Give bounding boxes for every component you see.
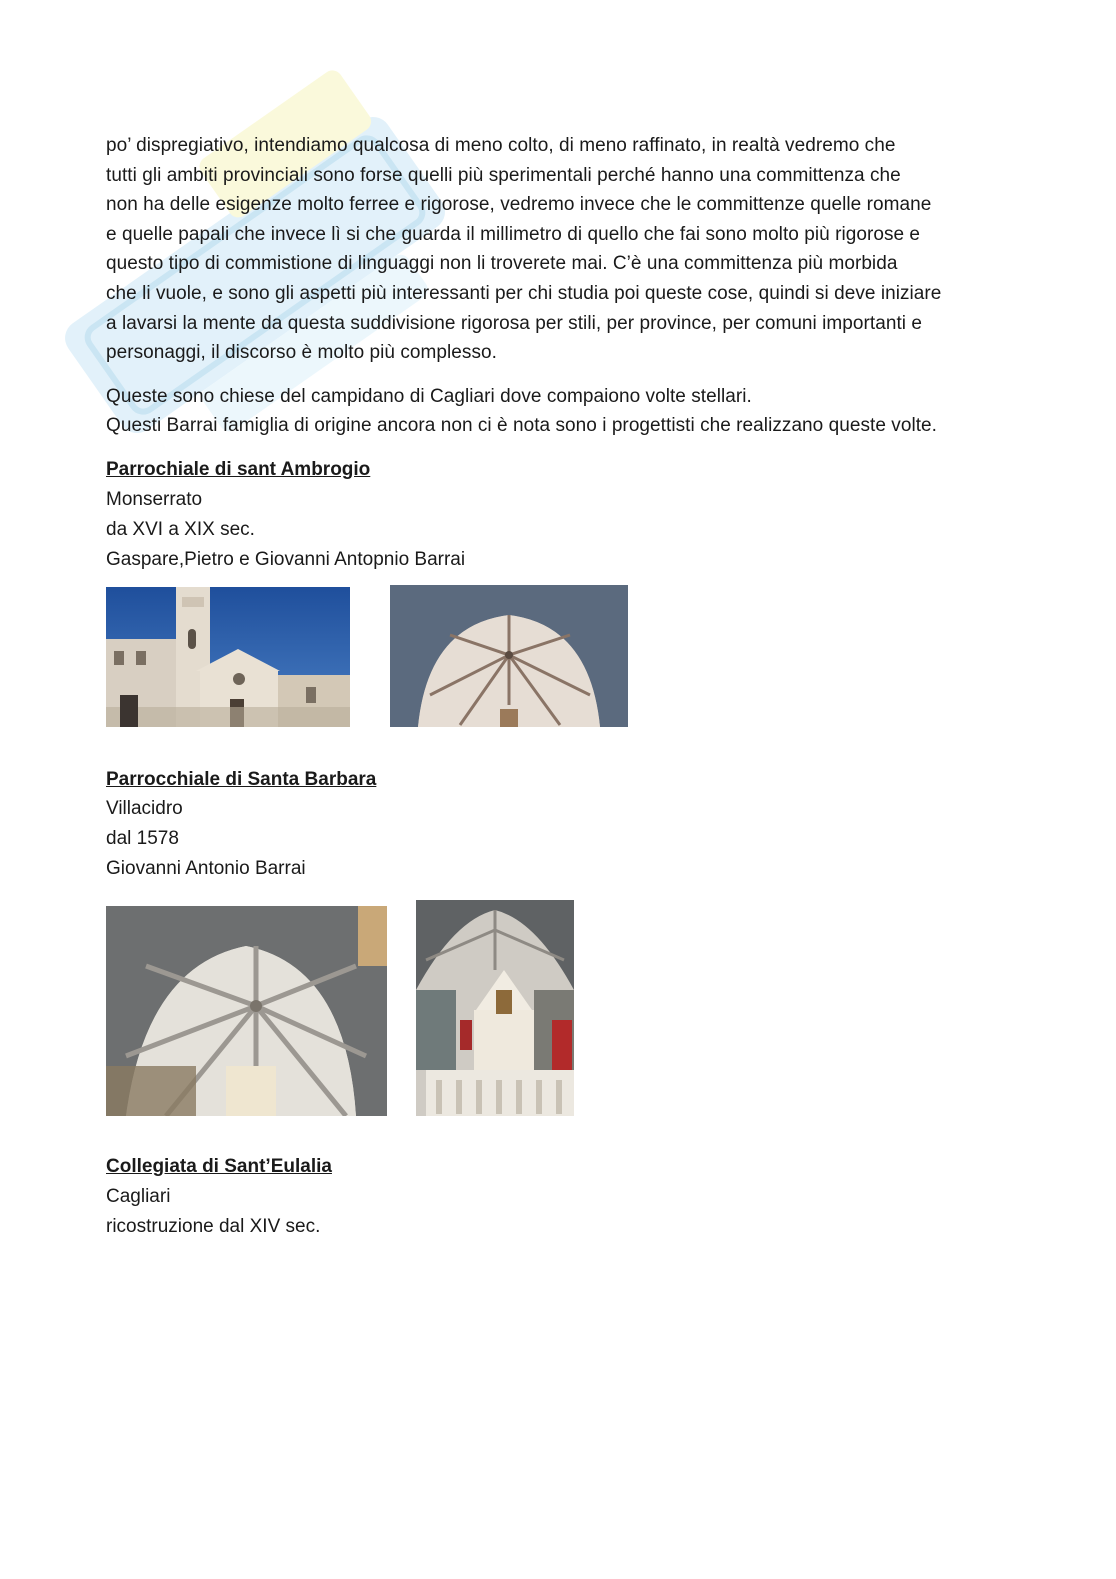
intro-paragraph: [106, 131, 1006, 368]
church-title: Parrochiale di sant Ambrogio: [106, 458, 371, 480]
image-row: [106, 587, 1006, 729]
summary-line: Queste sono chiese del campidano di Cagliari dove compaiono volte stellari.: [106, 385, 752, 407]
document-page: [106, 131, 1006, 1242]
summary-line: Questi Barrai famiglia di origine ancora non ci è nota sono i progettisti che realizzano queste volte.: [106, 415, 938, 437]
church-place: Monserrato: [106, 488, 203, 510]
church-date: da XVI a XIX sec.: [106, 518, 255, 540]
church-architects: Giovanni Antonio Barrai: [106, 858, 306, 880]
image-row: [106, 900, 1006, 1118]
intro-line: questo tipo di commistione di linguaggi non li troverete mai. C’è una committenza più morbida: [106, 253, 898, 275]
church-place: Cagliari: [106, 1185, 171, 1207]
altar-interior-photo: [416, 900, 574, 1116]
intro-line: che li vuole, e sono gli aspetti più interessanti per chi studia poi queste cose, quindi si deve iniziare: [106, 282, 942, 304]
church-architects: Gaspare,Pietro e Giovanni Antopnio Barrai: [106, 548, 466, 570]
church-title: Collegiata di Sant’Eulalia: [106, 1156, 332, 1178]
intro-line: tutti gli ambiti provinciali sono forse quelli più sperimentali perché hanno una committenza che: [106, 164, 901, 186]
church-title: Parrocchiale di Santa Barbara: [106, 768, 377, 790]
church-date: ricostruzione dal XIV sec.: [106, 1215, 321, 1237]
intro-line: personaggi, il discorso è molto più complesso.: [106, 342, 497, 364]
church-facade-photo: [106, 587, 350, 727]
intro-line: non ha delle esigenze molto ferree e rigorose, vedremo invece che le committenze quelle romane: [106, 194, 932, 216]
star-vault-photo: [106, 906, 387, 1116]
church-section-sant-eulalia: [106, 1152, 1006, 1242]
summary-paragraph: [106, 382, 1006, 441]
church-date: dal 1578: [106, 828, 179, 850]
intro-line: po’ dispregiativo, intendiamo qualcosa di meno colto, di meno raffinato, in realtà vedremo che: [106, 135, 896, 156]
church-place: Villacidro: [106, 798, 183, 820]
intro-line: e quelle papali che invece lì si che guarda il millimetro di quello che fai sono molto più rigorose e: [106, 223, 921, 245]
church-section-sant-ambrogio: [106, 455, 1006, 729]
vault-interior-photo: [390, 585, 628, 727]
intro-line: a lavarsi la mente da questa suddivisione rigorosa per stili, per province, per comuni importanti e: [106, 312, 923, 334]
church-section-santa-barbara: [106, 765, 1006, 1119]
